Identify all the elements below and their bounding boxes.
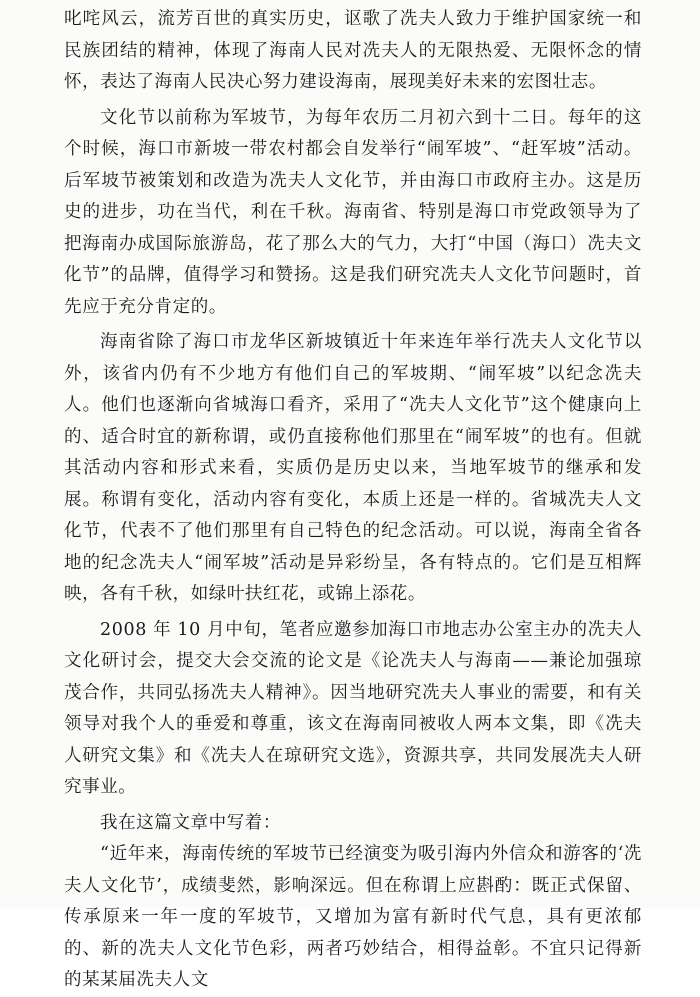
paragraph-1: 叱咤风云，流芳百世的真实历史，讴歌了冼夫人致力于维护国家统一和民族团结的精神，体现了海南人民对冼夫人的无限热爱、无限怀念的情怀，表达了海南人民决心努力建设海南，展现美好未来的宏图壮志。: [64, 9, 642, 92]
paragraph-2: 文化节以前称为军坡节，为每年农历二月初六到十二日。每年的这个时候，海口市新坡一带农村都会自发举行“闹军坡”、“赶军坡”活动。后军坡节被策划和改造为冼夫人文化节，并由海口市政府主办。这是历史的进步，功在当代，利在千秋。海南省、特别是海口市党政领导为了把海南办成国际旅游岛，花了那么大的气力，大打“中国（海口）冼夫文化节”的品牌，值得学习和赞扬。这是我们研究冼夫人文化节问题时，首先应于充分肯定的。: [64, 107, 642, 317]
paragraph-3: 海南省除了海口市龙华区新坡镇近十年来连年举行冼夫人文化节以外，该省内仍有不少地方有他们自己的军坡期、“闹军坡”以纪念冼夫人。他们也逐渐向省城海口看齐，采用了“冼夫人文化节”这个健康向上的、适合时宜的新称谓，或仍直接称他们那里在“闹军坡”的也有。但就其活动内容和形式来看，实质仍是历史以来，当地军坡节的继承和发展。称谓有变化，活动内容有变化，本质上还是一样的。省城冼夫人文化节，代表不了他们那里有自己特色的纪念活动。可以说，海南全省各地的纪念冼夫人“闹军坡”活动是异彩纷呈，各有特点的。它们是互相辉映，各有千秋，如绿叶扶红花，或锦上添花。: [64, 332, 642, 604]
paragraph-5: 我在这篇文章中写着：: [100, 812, 281, 833]
paragraph-4: 2008 年 10 月中旬，笔者应邀参加海口市地志办公室主办的冼夫人文化研讨会，提交大会交流的论文是《论冼夫人与海南——兼论加强琼茂合作，共同弘扬冼夫人精神》。因当地研究冼夫人事业的需要，和有关领导对我个人的垂爱和尊重，该文在海南同被收人两本文集，即《冼夫人研究文集》和《冼夫人在琼研究文选》，资源共享，共同发展冼夫人研究事业。: [64, 619, 642, 797]
paragraph-6: “近年来，海南传统的军坡节已经演变为吸引海内外信众和游客的‘冼夫人文化节’，成绩斐然，影响深远。但在称谓上应斟酌：既正式保留、传承原来一年一度的军坡节，又增加为富有新时代气息，具有更浓郁的、新的冼夫人文化节色彩，两者巧妙结合，相得益彰。不宜只记得新的某某届冼夫人文: [64, 844, 642, 990]
